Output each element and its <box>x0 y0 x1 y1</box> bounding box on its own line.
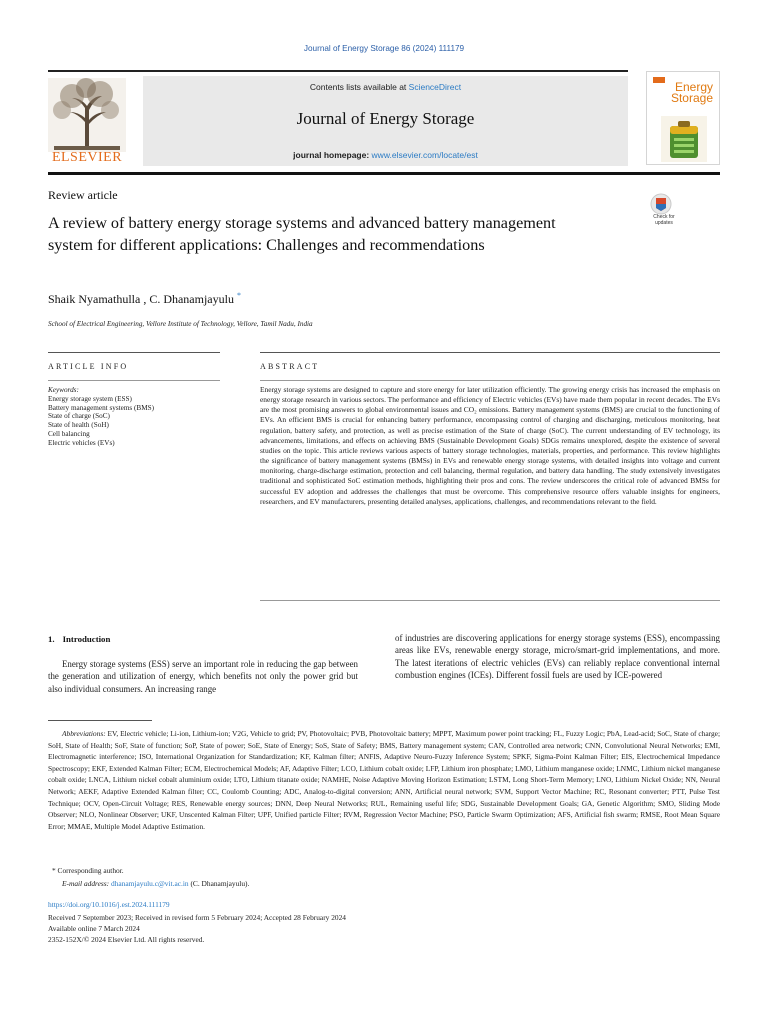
abbreviations-footnote <box>48 728 720 832</box>
abstract-text: Energy storage systems are designed to capture and store energy for later utilization efficiently. The growing energy crisis has increased the emphasis on energy storage research in various sectors. The performance and efficiency of Electric vehicles (EVs) have made them popular in recent decades. The EVs are the most promising answers to global environmental issues and CO₂ emissions. Battery management systems (BMS) are crucial to the functioning of EVs. An efficient BMS is crucial for enhancing battery performance, encompassing control of charging and discharging, meticulous monitoring, heat regulation, battery safety, and protection, as well as precise estimation of the State of charge (SoC). The current understanding of EV technology, its advancements, limitations, and effects on achieving BMS (Sustainable Development Goals) SDGs remains unexplored, despite the existence of several studies on the topic. This article reviews various aspects of battery storage technologies, materials, properties, and performance. This review highlights the significance of battery management systems (BMSs) in EVs and renewable energy storage systems, with detailed insights into voltage and current monitoring, charge-discharge estimation, protection and cell balancing, thermal regulation, and battery data handling. The study extensively investigates traditional and sophisticated SoC estimation methods, highlighting their pros and cons. The review underscores the critical role of advanced BMSs for successful EV adoption and addresses the challenges that must be overcome. This comprehensive resource offers valuable insights for engineers, researchers, and EV manufacturers, presenting detailed analyses, applications, challenges, and recommendations relevant to the field. <box>260 385 720 506</box>
journal-info-box <box>143 76 628 166</box>
available-online: Available online 7 March 2024 <box>48 924 140 933</box>
journal-cover[interactable] <box>646 71 720 165</box>
intro-left-column: Energy storage systems (ESS) serve an important role in reducing the gap between the generation and utilization of energy, which benefits not only the power grid but also individual consumers. An increasing range <box>48 659 358 694</box>
corresponding-author-note: * Corresponding author. <box>52 866 124 875</box>
article-info-rule-mid <box>48 380 220 381</box>
cover-battery-graphic-icon <box>661 116 707 162</box>
abbreviations-text: EV, Electric vehicle; Li-ion, Lithium-ion; V2G, Vehicle to grid; PV, Photovoltaic; PVB, Photovoltaic battery; MPPT, Maximum power point tracking; FL, Fuzzy Logic; PbA, Lead-acid; SoC, State of charge; SoH, State of Health; SoF, State of function; SoP, State of power; SoE, State of Energy; SoS, State of Safety; BMS, Battery management system; CAN, Controlled area network; CNN, Convolutional Neural Networks; EMI, Electromagnetic interference; ISO, International Organization for Standardization; KF, Kalman filter; ANFIS, Adaptive Neuro-Fuzzy Inference System; SPKF, Sigma-Point Kalman Filter; EIS, Electrochemical Impedance Spectroscopy; EKF, Extended Kalman Filter; ECM, Electrochemical Models; AF, Adaptive Filter; LCO, Lithium cobalt oxide; LFP, Lithium iron phosphate; LMO, Lithium manganese oxide; LNMC, Lithium nickel manganese cobalt oxide; LNCA, Lithium nickel cobalt aluminium oxide; LTO, Lithium titanate oxide; NAMHE, Noise Adaptive Moving Horizon Estimation; LSTM, Long Short-Term Memory; LNO, Lithium Nickel Oxide; NN, Neural Network; AEKF, Adaptive Extended Kalman filter; CC, Coulomb Counting; ADC, Analog-to-digital conversion; ANN, Artificial neural network; SVM, Support Vector Machine; RC, Resonant converter; PTT, Pulse Test Technique; OCV, Open-Circuit Voltage; RES, Renewable energy sources; DNN, Deep Neural Networks; RUL, Remaining useful life; SDG, Sustainable Development Goals; GA, Genetic Algorithm; SMO, Sliding Mode Observer; NLO, Nonlinear Observer; UKF, Unscented Kalman Filter; UPF, Unified particle Filter; RVM, Regression Vector Machine; PSO, Particle Swarm Optimization; AFS, Artificial fish swarm; RMSE, Root Mean Square Error; MMAE, Multiple Model Adaptive Estimation. <box>48 729 720 831</box>
introduction-heading <box>48 634 110 644</box>
abbreviations-label: Abbreviations: <box>62 729 106 738</box>
section-title: Introduction <box>62 634 111 644</box>
homepage-line <box>143 150 628 160</box>
cover-badge <box>653 77 665 83</box>
crossmark-label[interactable]: Check for updates <box>653 214 675 226</box>
homepage-prefix: journal homepage: <box>293 150 372 160</box>
journal-title: Journal of Energy Storage <box>296 109 475 128</box>
intro-right-column: of industries are discovering applications for energy storage systems (ESS), encompassing areas like EVs, renewable energy storage, micro/smart-grid implementations, and more. The latest iterations of electric vehicles (EVs) can reliably replace conventional internal combustion engines (ICEs). Different fossil fuels are used by ICE-powered <box>395 633 720 680</box>
received-dates: Received 7 September 2023; Received in revised form 5 February 2024; Accepted 28 February 2024 <box>48 913 347 922</box>
corresponding-author-mark[interactable]: * <box>236 291 241 300</box>
keyword-item: Battery management systems (BMS) <box>48 403 154 412</box>
keywords-label: Keywords: <box>48 386 79 394</box>
cover-title <box>671 82 713 104</box>
keyword-item: Cell balancing <box>48 429 90 438</box>
article-type: Review article <box>48 188 118 202</box>
cover-title-line-1: Energy <box>674 80 713 94</box>
contents-prefix: Contents lists available at <box>309 82 409 92</box>
keyword-item: Electric vehicles (EVs) <box>48 438 115 447</box>
article-title: A review of battery energy storage systems and advanced battery management system for different applications: Challenges and recommendations <box>48 214 556 254</box>
masthead <box>48 72 628 168</box>
authors <box>48 291 241 307</box>
keyword-item: Energy storage system (ESS) <box>48 394 132 403</box>
homepage-link[interactable]: www.elsevier.com/locate/est <box>371 150 478 160</box>
email-label: E-mail address: <box>62 879 111 888</box>
publisher-name: ELSEVIER <box>51 150 123 165</box>
abstract-rule-mid <box>260 380 720 381</box>
abstract-rule-bottom <box>260 600 720 601</box>
abstract-rule-top <box>260 352 720 353</box>
keywords-block <box>48 386 218 448</box>
keyword-item: State of health (SoH) <box>48 421 109 430</box>
sciencedirect-link[interactable]: ScienceDirect <box>408 82 462 92</box>
email-suffix: (C. Dhanamjayulu). <box>188 879 250 888</box>
running-header[interactable]: Journal of Energy Storage 86 (2024) 111179 <box>303 44 465 53</box>
footnote-rule <box>48 720 152 721</box>
affiliation: School of Electrical Engineering, Vellore Institute of Technology, Vellore, Tamil Nadu, India <box>48 320 313 328</box>
article-info-heading: ARTICLE INFO <box>48 362 129 371</box>
contents-line <box>143 82 628 92</box>
section-number: 1. <box>48 634 55 644</box>
header-rule-bottom <box>48 172 720 175</box>
author-names: Shaik Nyamathulla , C. Dhanamjayulu <box>48 292 234 306</box>
cover-title-line-2: Storage <box>670 91 713 105</box>
keyword-item: State of charge (SoC) <box>48 412 110 421</box>
email-link[interactable]: dhanamjayulu.c@vit.ac.in <box>111 879 189 888</box>
copyright: 2352-152X/© 2024 Elsevier Ltd. All rights reserved. <box>48 935 205 944</box>
doi-link[interactable]: https://doi.org/10.1016/j.est.2024.111179 <box>48 900 170 909</box>
abstract-heading: ABSTRACT <box>260 362 320 371</box>
email-line <box>62 879 249 888</box>
article-info-rule-top <box>48 352 220 353</box>
